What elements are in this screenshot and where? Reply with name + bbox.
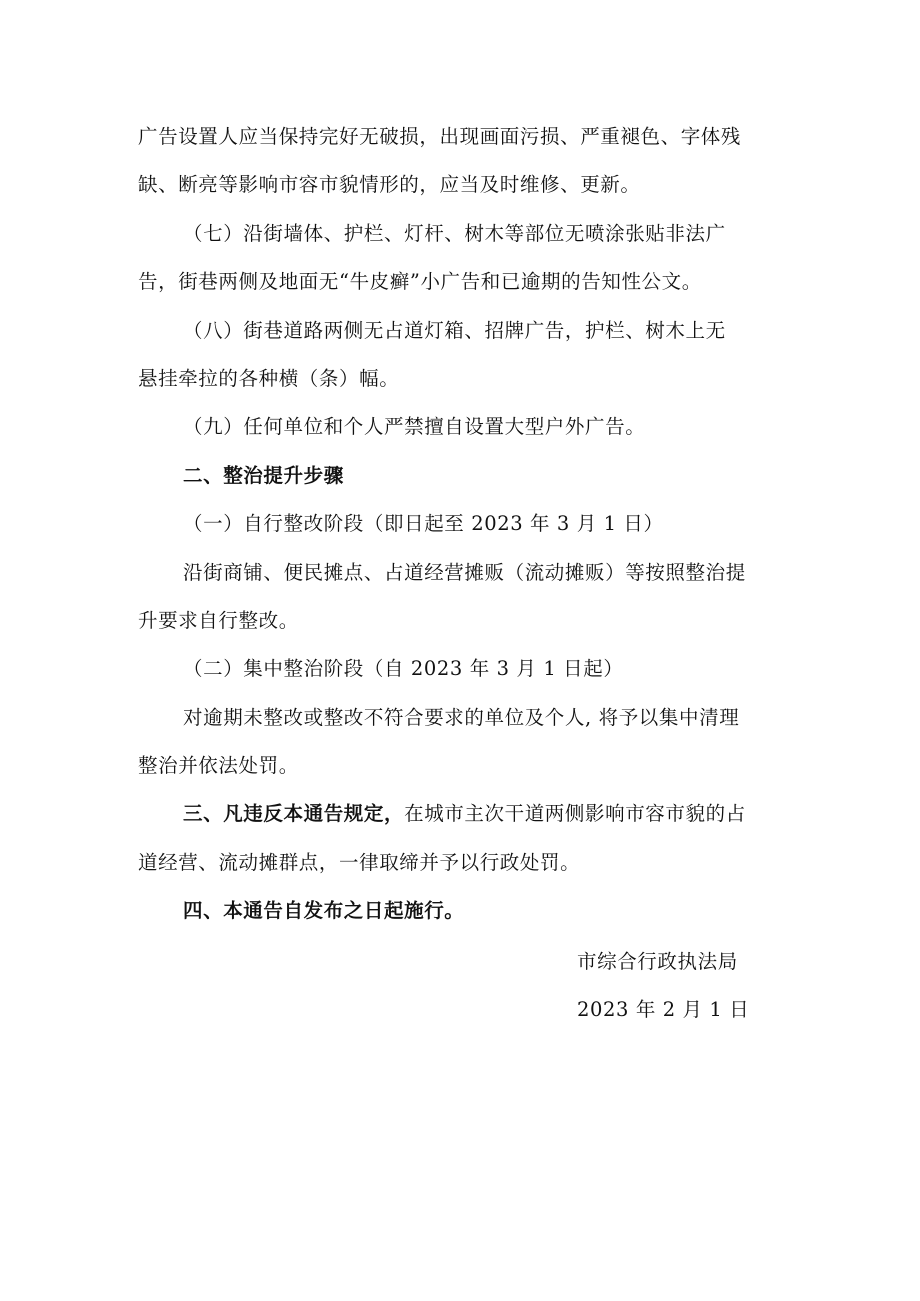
clause-seven-line: （七）沿街墙体、护栏、灯杆、树木等部位无喷涂张贴非法广 [183, 221, 726, 245]
stage-one-heading: （一）自行整改阶段（即日起至 2023 年 3 月 1 日） [183, 512, 664, 536]
section-heading-four: 四、本通告自发布之日起施行。 [183, 899, 465, 923]
paragraph-line: 悬挂牵拉的各种横（条）幅。 [138, 366, 400, 390]
section-heading-three: 三、凡违反本通告规定， [183, 802, 405, 826]
paragraph-line: 广告设置人应当保持完好无破损，出现画面污损、严重褪色、字体残 [138, 125, 742, 148]
paragraph-line: 缺、断亮等影响市容市貌情形的，应当及时维修、更新。 [138, 173, 641, 197]
paragraph-line: 对逾期未整改或整改不符合要求的单位及个人, 将予以集中清理 [183, 705, 740, 729]
paragraph-line: 告，街巷两侧及地面无“牛皮癣”小广告和已逾期的告知性公文。 [138, 270, 702, 294]
clause-nine-line: （九）任何单位和个人严禁擅自设置大型户外广告。 [183, 415, 646, 439]
signature-organization: 市综合行政执法局 [577, 950, 738, 973]
document-body [138, 113, 786, 936]
section-three-line [138, 790, 786, 838]
section-heading-two: 二、整治提升步骤 [183, 463, 344, 487]
clause-eight-line: （八）街巷道路两侧无占道灯箱、招牌广告，护栏、树木上无 [183, 318, 726, 342]
paragraph-line: 道经营、流动摊群点，一律取缔并予以行政处罚。 [138, 850, 581, 874]
paragraph-line: 沿街商铺、便民摊点、占道经营摊贩（流动摊贩）等按照整治提 [183, 560, 746, 584]
signature-date: 2023 年 2 月 1 日 [577, 998, 750, 1021]
paragraph-line: 升要求自行整改。 [138, 608, 299, 632]
section-three-text: 在城市主次干道两侧影响市容市貌的占 [404, 802, 746, 826]
stage-two-heading: （二）集中整治阶段（自 2023 年 3 月 1 日起） [183, 657, 624, 681]
paragraph-line: 整治并依法处罚。 [138, 754, 299, 778]
